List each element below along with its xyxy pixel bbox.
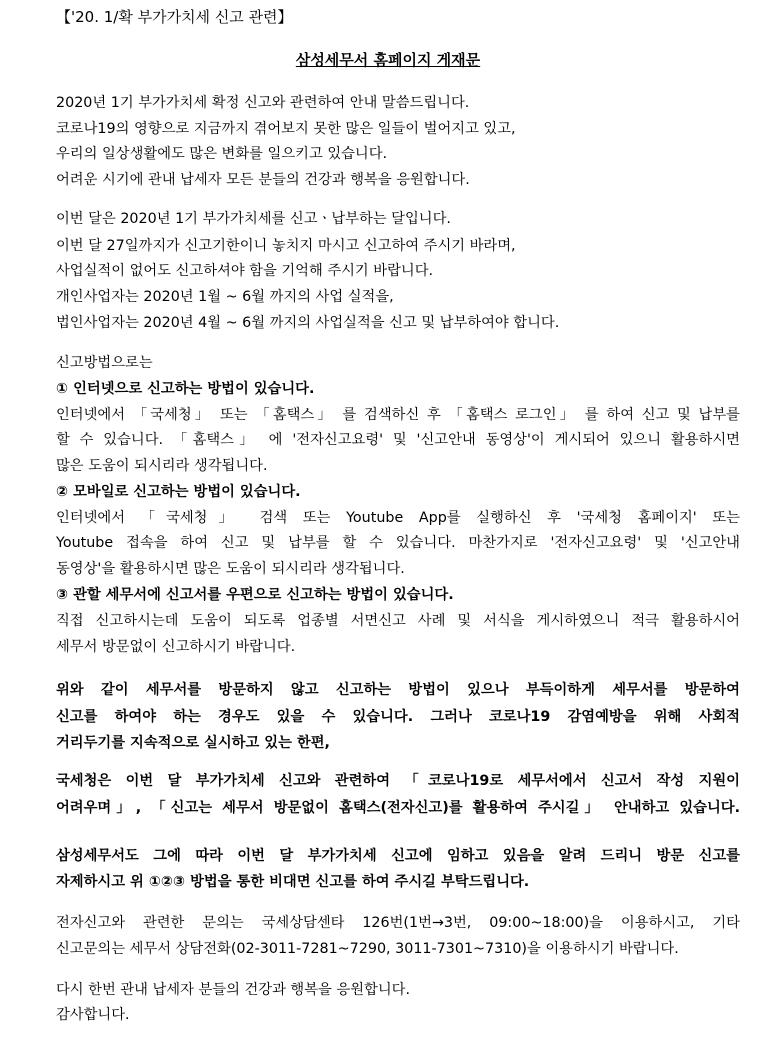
page-title: 삼성세무서 홈페이지 게재문 <box>295 51 481 69</box>
intro-line: 어려운 시기에 관내 납세자 모든 분들의 건강과 행복을 응원합니다. <box>56 172 470 188</box>
contact-line: 전자신고와 관련한 문의는 국세상담센타 126번(1번→3번, 09:00~18:00)을 이용하시고, 기타 <box>56 915 740 931</box>
closing-line: 다시 한번 관내 납세자 분들의 건강과 행복을 응원합니다. <box>56 982 411 998</box>
method-1-line: 할 수 있습니다. 「홈택스」 에 '전자신고요령' 및 '신고안내 동영상'이 게시되어 있으니 활용하시면 <box>56 432 740 448</box>
intro-line: 우리의 일상생활에도 많은 변화를 일으키고 있습니다. <box>56 146 388 162</box>
method-1-line: 인터넷에서 「국세청」 또는 「홈택스」 를 검색하신 후 「홈택스 로그인」 를 하여 신고 및 납부를 <box>56 407 740 423</box>
bold-paragraph-3-line: 삼성세무서도 그에 따라 이번 달 부가가치세 신고에 임하고 있음을 알려 드리니 방문 신고를 <box>56 848 740 864</box>
methods-intro: 신고방법으로는 <box>56 355 153 371</box>
contact-line: 신고문의는 세무서 상담전화(02-3011-7281~7290, 3011-7301~7310)을 이용하시기 바랍니다. <box>56 941 679 957</box>
method-2-line: 인터넷에서 「국세청」 검색 또는 Youtube App를 실행하신 후 '국세청 홈페이지' 또는 <box>56 510 740 526</box>
notice-line: 이번 달은 2020년 1기 부가가치세를 신고ㆍ납부하는 달입니다. <box>56 211 451 227</box>
bold-paragraph-2-line: 어려우며」, 「신고는 세무서 방문없이 홈택스(전자신고)를 활용하여 주시길」 안내하고 있습니다. <box>56 800 740 816</box>
notice-line: 개인사업자는 2020년 1월 ~ 6월 까지의 사업 실적을, <box>56 289 394 305</box>
method-1-heading: ① 인터넷으로 신고하는 방법이 있습니다. <box>56 381 315 397</box>
notice-line: 사업실적이 없어도 신고하셔야 함을 기억해 주시기 바랍니다. <box>56 263 434 279</box>
notice-line: 이번 달 27일까지가 신고기한이니 놓치지 마시고 신고하여 주시기 바라며, <box>56 238 516 254</box>
intro-line: 코로나19의 영향으로 지금까지 겪어보지 못한 많은 일들이 벌어지고 있고, <box>56 121 516 137</box>
method-2-line: Youtube 접속을 하여 신고 및 납부를 할 수 있습니다. 마찬가지로 '전자신고요령' 및 '신고안내 <box>56 535 740 551</box>
method-3-line: 직접 신고하시는데 도움이 되도록 업종별 서면신고 사례 및 서식을 게시하였으니 적극 활용하시어 <box>56 613 740 629</box>
bold-paragraph-1-line: 위와 같이 세무서를 방문하지 않고 신고하는 방법이 있으나 부득이하게 세무서를 방문하여 <box>56 682 740 698</box>
header-tag: 【'20. 1/확 부가가치세 신고 관련】 <box>56 8 293 26</box>
bold-paragraph-1-line: 신고를 하여야 하는 경우도 있을 수 있습니다. 그러나 코로나19 감염예방을 위해 사회적 <box>56 709 740 725</box>
method-2-heading: ② 모바일로 신고하는 방법이 있습니다. <box>56 484 301 500</box>
bold-paragraph-1-line: 거리두기를 지속적으로 실시하고 있는 한편, <box>56 735 330 751</box>
method-3-line: 세무서 방문없이 신고하시기 바랍니다. <box>56 639 296 655</box>
bold-paragraph-2-line: 국세청은 이번 달 부가가치세 신고와 관련하여 「코로나19로 세무서에서 신고서 작성 지원이 <box>56 773 740 789</box>
closing-thanks: 감사합니다. <box>56 1007 130 1023</box>
bold-paragraph-3-line: 자제하시고 위 ①②③ 방법을 통한 비대면 신고를 하여 주시길 부탁드립니다. <box>56 874 530 890</box>
method-3-heading: ③ 관할 세무서에 신고서를 우편으로 신고하는 방법이 있습니다. <box>56 587 454 603</box>
intro-line: 2020년 1기 부가가치세 확정 신고와 관련하여 안내 말씀드립니다. <box>56 95 470 111</box>
method-2-line: 동영상'을 활용하시면 많은 도움이 되시리라 생각됩니다. <box>56 561 405 577</box>
method-1-line: 많은 도움이 되시리라 생각됩니다. <box>56 458 268 474</box>
notice-line: 법인사업자는 2020년 4월 ~ 6월 까지의 사업실적을 신고 및 납부하여야 합니다. <box>56 315 560 331</box>
